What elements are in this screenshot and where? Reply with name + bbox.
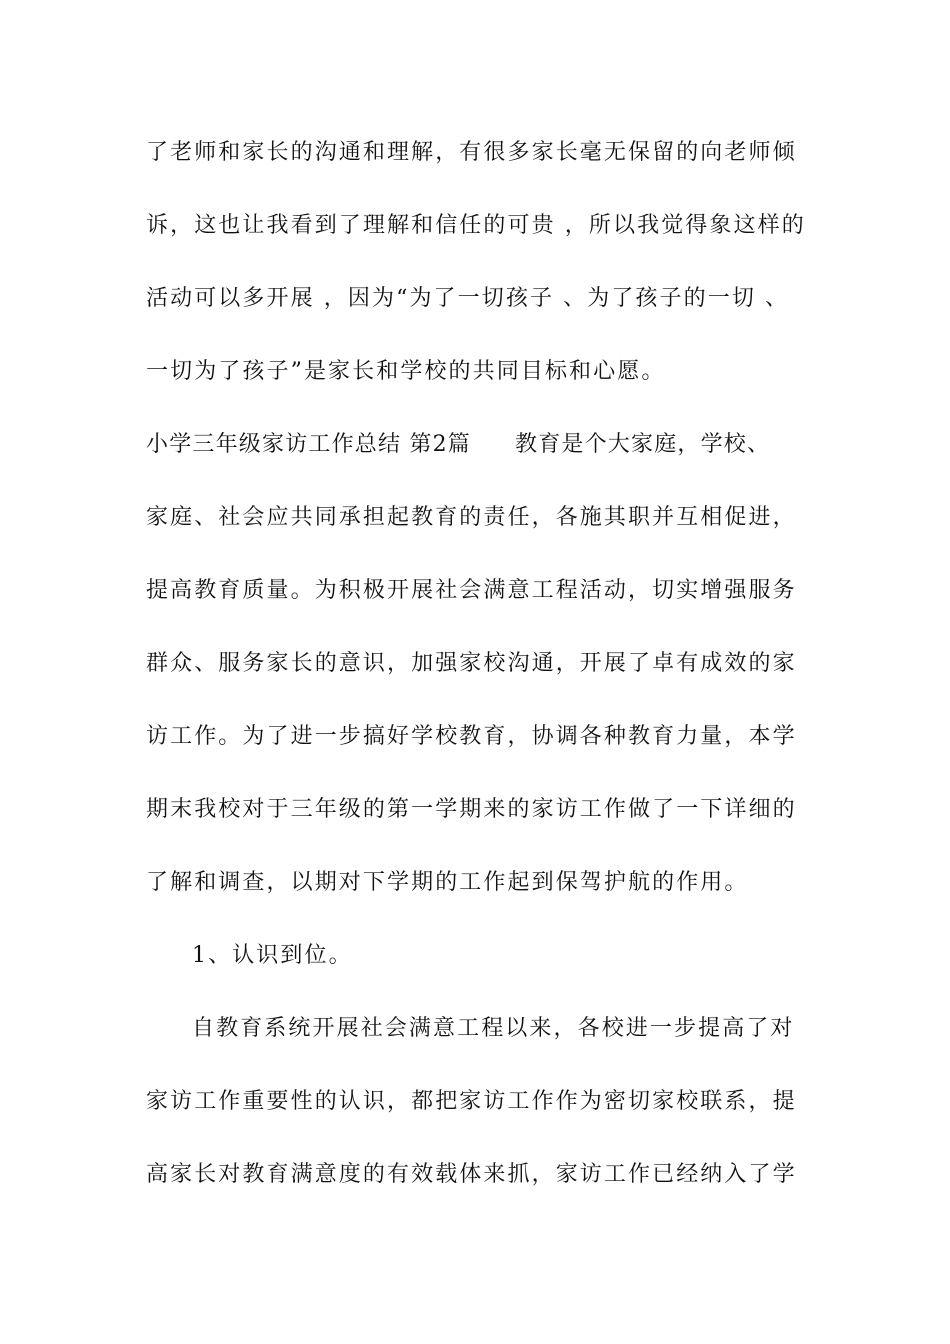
- text-line: 访工作。为了进一步搞好学校教育，协调各种教育力量，本学: [146, 724, 797, 749]
- section-first-line: 教育是个大家庭，学校、: [515, 432, 771, 457]
- section-title: 小学三年级家访工作总结 第2篇: [146, 432, 471, 457]
- text-line: 了老师和家长的沟通和理解，有很多家长毫无保留的向老师倾: [146, 140, 797, 165]
- text-line: 家庭、社会应共同承担起教育的责任，各施其职并互相促进，: [146, 505, 797, 530]
- subheading: 1、认识到位。: [192, 943, 353, 968]
- section-title-line: [146, 420, 808, 493]
- text-line: 一切为了孩子”是家长和学校的共同目标和心愿。: [146, 359, 666, 384]
- paragraph-first-line: 自教育系统开展社会满意工程以来，各校进一步提高了对: [192, 1016, 795, 1041]
- text-line: 诉，这也让我看到了理解和信任的可贵 ，所以我觉得象这样的: [146, 213, 806, 238]
- text-line: 期末我校对于三年级的第一学期来的家访工作做了一下详细的: [146, 797, 797, 822]
- text-line: 了解和调查，以期对下学期的工作起到保驾护航的作用。: [146, 870, 749, 895]
- text-line: 群众、服务家长的意识，加强家校沟通，开展了卓有成效的家: [146, 651, 797, 676]
- text-line: 提高教育质量。为积极开展社会满意工程活动，切实增强服务: [146, 578, 797, 603]
- text-line: 高家长对教育满意度的有效载体来抓，家访工作已经纳入了学: [146, 1162, 797, 1187]
- body-text: [146, 128, 808, 1223]
- text-line: 家访工作重要性的认识，都把家访工作作为密切家校联系，提: [146, 1089, 797, 1114]
- text-line: 活动可以多开展 ，因为“为了一切孩子 、为了孩子的一切 、: [146, 286, 790, 311]
